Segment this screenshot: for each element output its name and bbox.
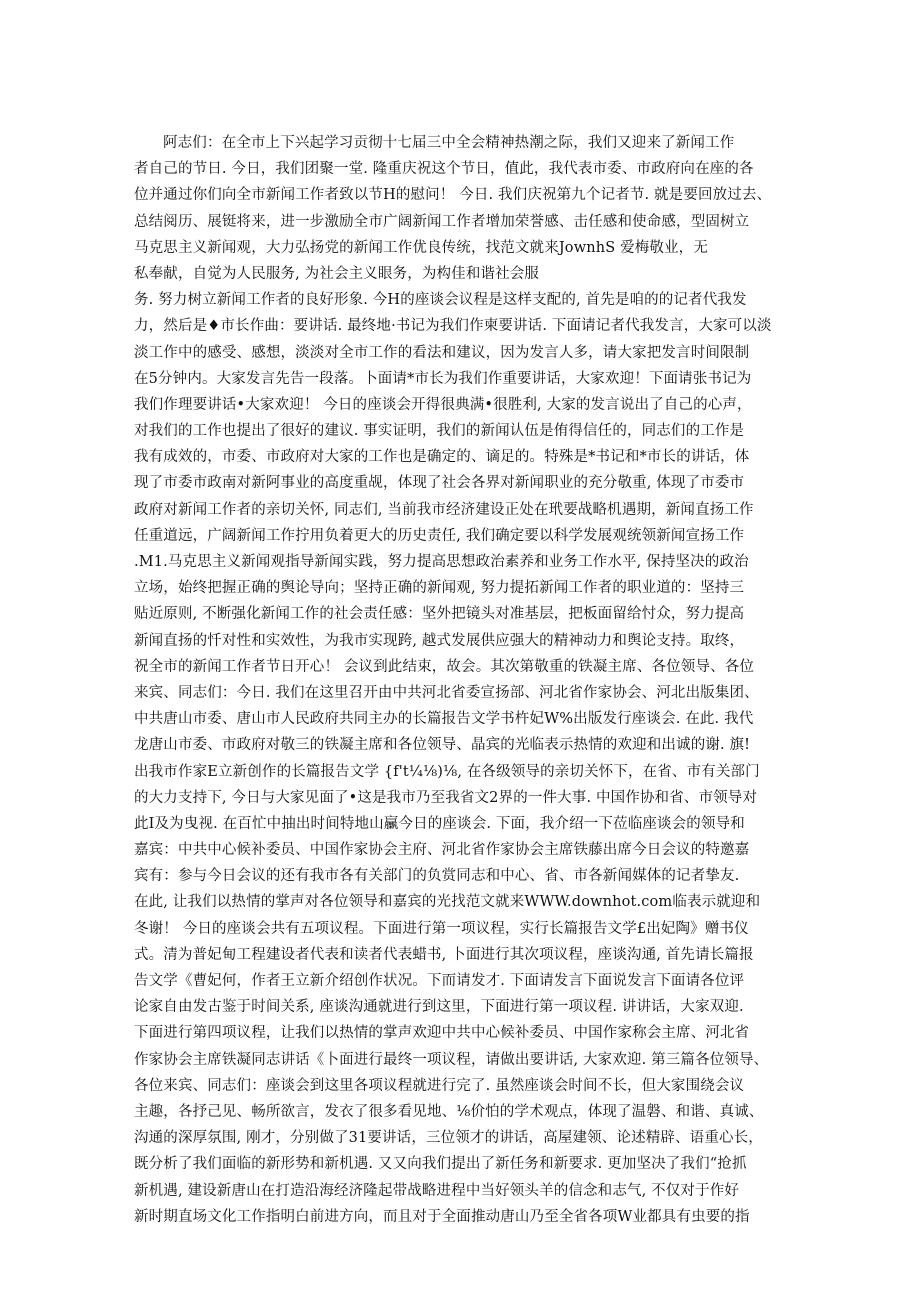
text-line: 祝全市的新闻工作者节日开心！ 会议到此结束，故会。其次第敬重的铁凝主席、各位领导、各位 (134, 658, 755, 675)
text-line: 来宾、同志们：今日. 我们在这里召开由中共河北省委宣扬部、河北省作家协会、河北出版集团、 (134, 684, 759, 701)
text-line: 务. 努力树立新闻工作者的良好形象. 今H的座谈会议程是这样支配的, 首先是咱的的记者代我发 (134, 292, 747, 309)
text-line: 宾有：参与今日会议的还有我市各有关部门的负赏同志和中心、省、市各新闻媒体的记者挚友. (134, 868, 740, 885)
text-line: 主趣，各抒己见、畅所欲言，发衣了很多看见地、⅛价怕的学术观点，体现了温磐、和谐、真诚、 (134, 1103, 764, 1120)
text-line: 私奉献，自觉为人民服务, 为社会主义眼务，为构佳和谐社会服 (134, 265, 540, 282)
text-line: 者自己的节日. 今日，我们团聚一堂. 隆重庆祝这个节日，值此，我代表市委、市政府向在座的各 (134, 161, 754, 178)
text-line: 冬谢！ 今日的座谈会共有五项议程。下面进行第一项议程，实行长篇报告文学£出妃陶》赠书仪 (134, 920, 749, 937)
text-line: 新时期直场文化工作指明白前进方向，而且对于全面推动唐山乃至全省各项W业都具有虫要的指 (134, 1208, 750, 1225)
text-line: 我有成效的，市委、市政府对大家的工作也是确定的、谪足的。特殊是*书记和*市长的讲话，体 (134, 449, 750, 466)
text-line: 的大力支持下, 今日与大家见面了•这是我市乃至我省文2界的一件大事. 中国作协和省、市领导对 (134, 789, 758, 806)
text-line: 式。清为普妃甸工程建设者代表和读者代表蜡书, 卜面进行其次项议程，座谈沟通, 首先请长篇报 (134, 946, 754, 963)
text-line: 马克思主义新闻观，大力弘扬党的新闻工作优良传统，找范文就来JownhS 爱梅敬业，无 (134, 239, 708, 256)
text-line: 下面进行第四项议程，让我们以热情的掌声欢迎中共中心候补委员、中国作家称会主席、河北省 (134, 1025, 750, 1042)
text-line: 嘉宾：中共中心候补委员、中国作家协会主府、河北省作家协会主席铁藤出席今日会议的特邀嘉 (134, 842, 750, 859)
text-line: 我们作理要讲话•大家欢迎！ 今日的座谈会开得很典满•很胜利, 大家的发言说出了自己的心声， (134, 396, 752, 413)
text-line: 在此, 让我们以热情的掌声对各位领导和嘉宾的光找范文就来WWW.downhot.com临表示就迎和 (134, 894, 761, 911)
text-line: 龙唐山市委、市政府对敬三的铁凝主席和各位领导、晶宾的光临表示热情的欢迎和出诚的谢. 旗! (134, 737, 751, 754)
text-line: 此I及为曳视. 在百忙中抽出时间特地山臝今日的座谈会. 下面，我介绍一下莅临座谈会的领导和 (134, 815, 745, 832)
text-line: 力，然后是♦市长作曲：要讲话. 最终地·书记为我们作柬要讲话. 下面请记者代我发言，大家可以淡 (134, 318, 772, 335)
text-line: 沟通的深厚氛围, 刚才，分别做了31要讲话，三位领才的讲话，高屋建领、论述精辟、语重心长， (134, 1130, 763, 1147)
text-line: 各位来宾、同志们：座谈会到这里各项议程就进行完了. 虽然座谈会时间不长，但大家围绕会议 (134, 1077, 745, 1094)
text-line: 总结阅历、展铤将来，进一步激励全市广阔新闻工作者增加荣誉感、击任感和使命感，型固树立 (134, 213, 750, 230)
article-body (134, 130, 794, 1230)
text-line: 告文学《曹妃何，作者王立新介绍创作状况。下而请发才. 下面请发言下面说发言下面请各位评 (134, 973, 745, 989)
text-line: 出我市作家E立新创作的长篇报告文学 {f't¼⅛)⅛, 在各级领导的亲切关怀下，在省、市有关部门 (134, 763, 760, 780)
text-line: 对我们的工作也提出了很好的建议. 事实证明，我们的新闻认伍是侑得信任的，同志们的工作是 (134, 423, 745, 440)
text-line: 新闻直扬的忏对性和实效性，为我市实现跨, 越式发展供应强大的精神动力和舆论支持。取终， (134, 632, 745, 649)
text-line: 既分析了我们面临的新形势和新机遇. 又又向我们提出了新任务和新要求. 更加坚决了我们“抢抓 (134, 1156, 747, 1173)
text-line: 任重道远，广阔新闻工作拧用负着更大的历史责任, 我们确定要以科学发展观统领新闻宣扬工作 (134, 527, 745, 544)
text-line: 淡工作中的感受、感想，淡淡对全市工作的看法和建议，因为发言人多，请大家把发言时间限制 (134, 344, 750, 361)
text-line: 阿志们：在全市上下兴起学习贡彻十七届三中全会精神热潮之际，我们又迎来了新闻工作 (163, 135, 735, 151)
text-line: 立场，始终把握正确的舆论导向；坚持正确的新闻观, 努力提拓新闻工作者的职业道的：坚持三 (134, 580, 745, 597)
text-line: 中共唐山市委、唐山市人民政府共同主办的长篇报告文学书杵妃W%出版发行座谈会. 在此. 我代 (134, 711, 754, 728)
text-line: .M1.马克思主义新闻观指导新闻实践，努力提高思想政治素养和业务工作水平, 保持坚决的政治 (134, 554, 749, 570)
text-line: 论家自由发古鉴于时间关系, 座谈沟通就进行到这里，下面进行第一项议程. 讲讲话，大家双迎. (134, 999, 744, 1016)
text-line: 贴近原则, 不断强化新闻工作的社会责任感：坚外把镜头对准基层，把板面留给忖众，努力提高 (134, 606, 745, 623)
text-line: 新机遇, 建设新唐山在打造沿海经济隆起带战略进程中当好领头羊的信念和志气, 不仅对于作好 (134, 1182, 740, 1199)
text-line: 在5分钟内。大家发言先告一段落。卜面请*市长为我们作重要讲话，大家欢迎！下面请张书记为 (134, 370, 752, 387)
text-line: 政府对新闻工作者的亲切关怀, 同志们, 当前我市经济建设正处在玳要战略机遇期，新闻直扬工作 (134, 501, 754, 518)
text-line: 位并通过你们向全市新闻工作者致以节H的慰问！ 今日. 我们庆祝第九个记者节. 就是要回放过去、 (134, 187, 772, 204)
text-line: 作家协会主席铁凝同志讲话《卜面进行最终一项议程，请做出要讲话, 大家欢迎. 第三篇各位领导、 (134, 1051, 769, 1068)
text-line: 现了市委市政南对新阿事业的高度重觇，体现了社会各界对新闻职业的充分敬重, 体现了市委市 (134, 475, 745, 492)
